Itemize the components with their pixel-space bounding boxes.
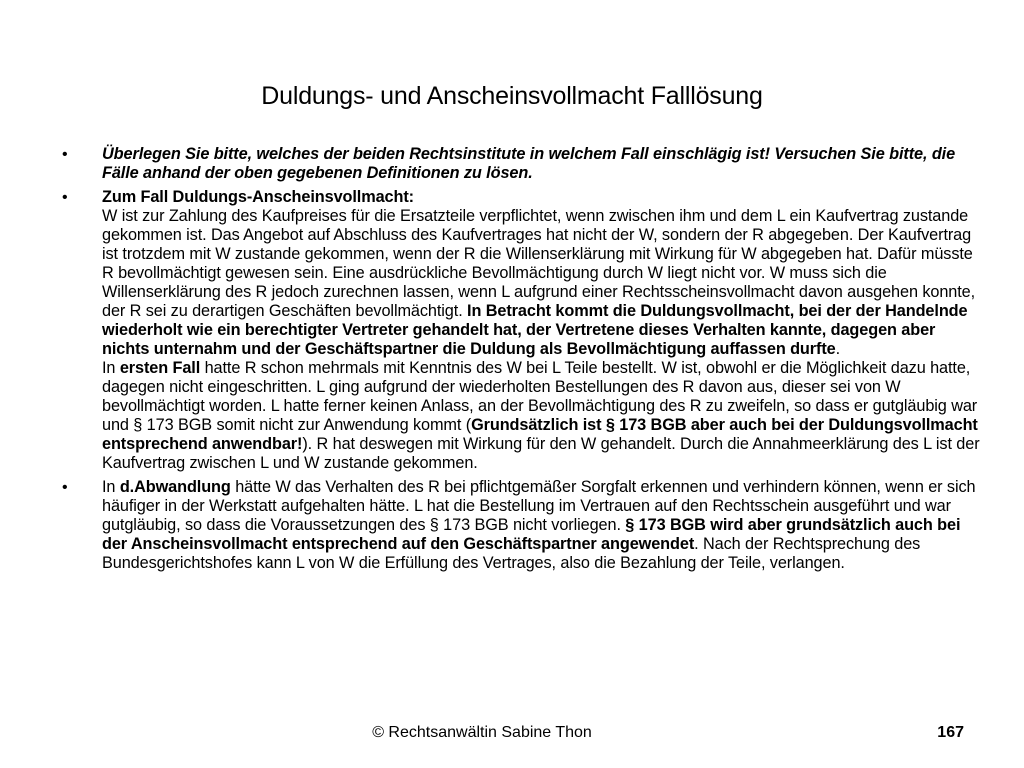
copyright-notice: © Rechtsanwältin Sabine Thon bbox=[372, 724, 592, 741]
paragraph-text: . bbox=[835, 340, 841, 358]
bullet-point-icon: • bbox=[62, 189, 68, 206]
case-paragraph-2 bbox=[102, 359, 980, 473]
case-heading: Zum Fall Duldungs-Anscheinsvollmacht: bbox=[102, 188, 415, 206]
paragraph-text: hatte R schon mehrmals mit Kenntnis des W bei L Teile bestellt. W ist, obwohl er die Möglichkeit dazu hatte, dagegen nicht eingeschritten. L ging aufgrund der wiederholten Bestellungen des R davon aus, dieser sei von W bevollmächtigt worden. L hatte ferner keinen Anlass, an der Bevollmächtigung des R zu zweifeln, so dass er gutgläubig war und § 173 BGB somit nicht zur Anwendung kommt ( bbox=[102, 359, 978, 434]
page-number: 167 bbox=[937, 724, 964, 741]
paragraph-text: ). R hat deswegen mit Wirkung für den W gehandelt. Durch die Annahmeerklärung des L ist der Kaufvertrag zwischen L und W zustande gekommen. bbox=[102, 435, 980, 472]
slide-content bbox=[60, 145, 980, 578]
paragraph-emphasis: In Betracht kommt die Duldungsvollmacht, bei der der Handelnde wiederholt wie ein berechtigter Vertreter gehandelt hat, der Vertretene dieses Verhalten kannte, dagegen aber nichts unternahm und der Geschäftspartner die Duldung als Bevollmächtigung auffassen durfte bbox=[102, 302, 968, 358]
paragraph-emphasis: Grundsätzlich ist § 173 BGB aber auch bei der Duldungsvollmacht entsprechend anwendbar! bbox=[102, 416, 978, 453]
paragraph-emphasis: § 173 BGB wird aber grundsätzlich auch bei der Anscheinsvollmacht entsprechend auf den Geschäftspartner angewendet bbox=[102, 516, 961, 553]
paragraph-text: . Nach der Rechtsprechung des Bundesgerichtshofes kann L von W die Erfüllung des Vertrages, also die Bezahlung der Teile, verlangen. bbox=[102, 535, 921, 572]
slide-title: Duldungs- und Anscheinsvollmacht Falllösung bbox=[261, 82, 763, 110]
bullet-point-icon: • bbox=[62, 146, 68, 163]
bullet-item-duldungsvollmacht bbox=[60, 188, 980, 473]
paragraph-emphasis: d.Abwandlung bbox=[119, 478, 231, 496]
slide-footer bbox=[0, 723, 1024, 743]
case-paragraph-1 bbox=[102, 207, 980, 359]
bullet-list bbox=[60, 145, 980, 573]
paragraph-emphasis: ersten Fall bbox=[119, 359, 201, 377]
instructions-text: Überlegen Sie bitte, welches der beiden Rechtsinstitute in welchem Fall einschlägig ist! Versuchen Sie bitte, die Fälle anhand der oben gegebenen Definitionen zu lösen. bbox=[102, 145, 956, 182]
bullet-item-abwandlung bbox=[60, 478, 980, 573]
paragraph-text: In bbox=[102, 359, 120, 377]
paragraph-text: In bbox=[102, 478, 120, 496]
bullet-point-icon: • bbox=[62, 479, 68, 496]
paragraph-text: W ist zur Zahlung des Kaufpreises für die Ersatzteile verpflichtet, wenn zwischen ihm und dem L ein Kaufvertrag zustande gekommen ist. Das Angebot auf Abschluss des Kaufvertrages hat nicht der W, sondern der R abgegeben. Der Kaufvertrag ist trotzdem mit W zustande gekommen, wenn der R die Willenserklärung mit Wirkung für W abgegeben hat. Dafür müsste R bevollmächtigt gewesen sein. Eine ausdrückliche Bevollmächtigung durch W liegt nicht vor. W muss sich die Willenserklärung des R jedoch zurechnen lassen, wenn L aufgrund einer Rechtsscheinsvollmacht davon ausgehen konnte, der R sei zu derartigen Geschäften bevollmächtigt. bbox=[102, 207, 976, 320]
bullet-item-instructions bbox=[60, 145, 980, 183]
paragraph-text: hätte W das Verhalten des R bei pflichtgemäßer Sorgfalt erkennen und verhindern können, wenn er sich häufiger in der Werkstatt aufgehalten hätte. L hat die Bestellung im Vertrauen auf den Rechtsschein ausgeführt und war gutgläubig, so dass die Voraussetzungen des § 173 BGB nicht vorliegen. bbox=[102, 478, 976, 534]
